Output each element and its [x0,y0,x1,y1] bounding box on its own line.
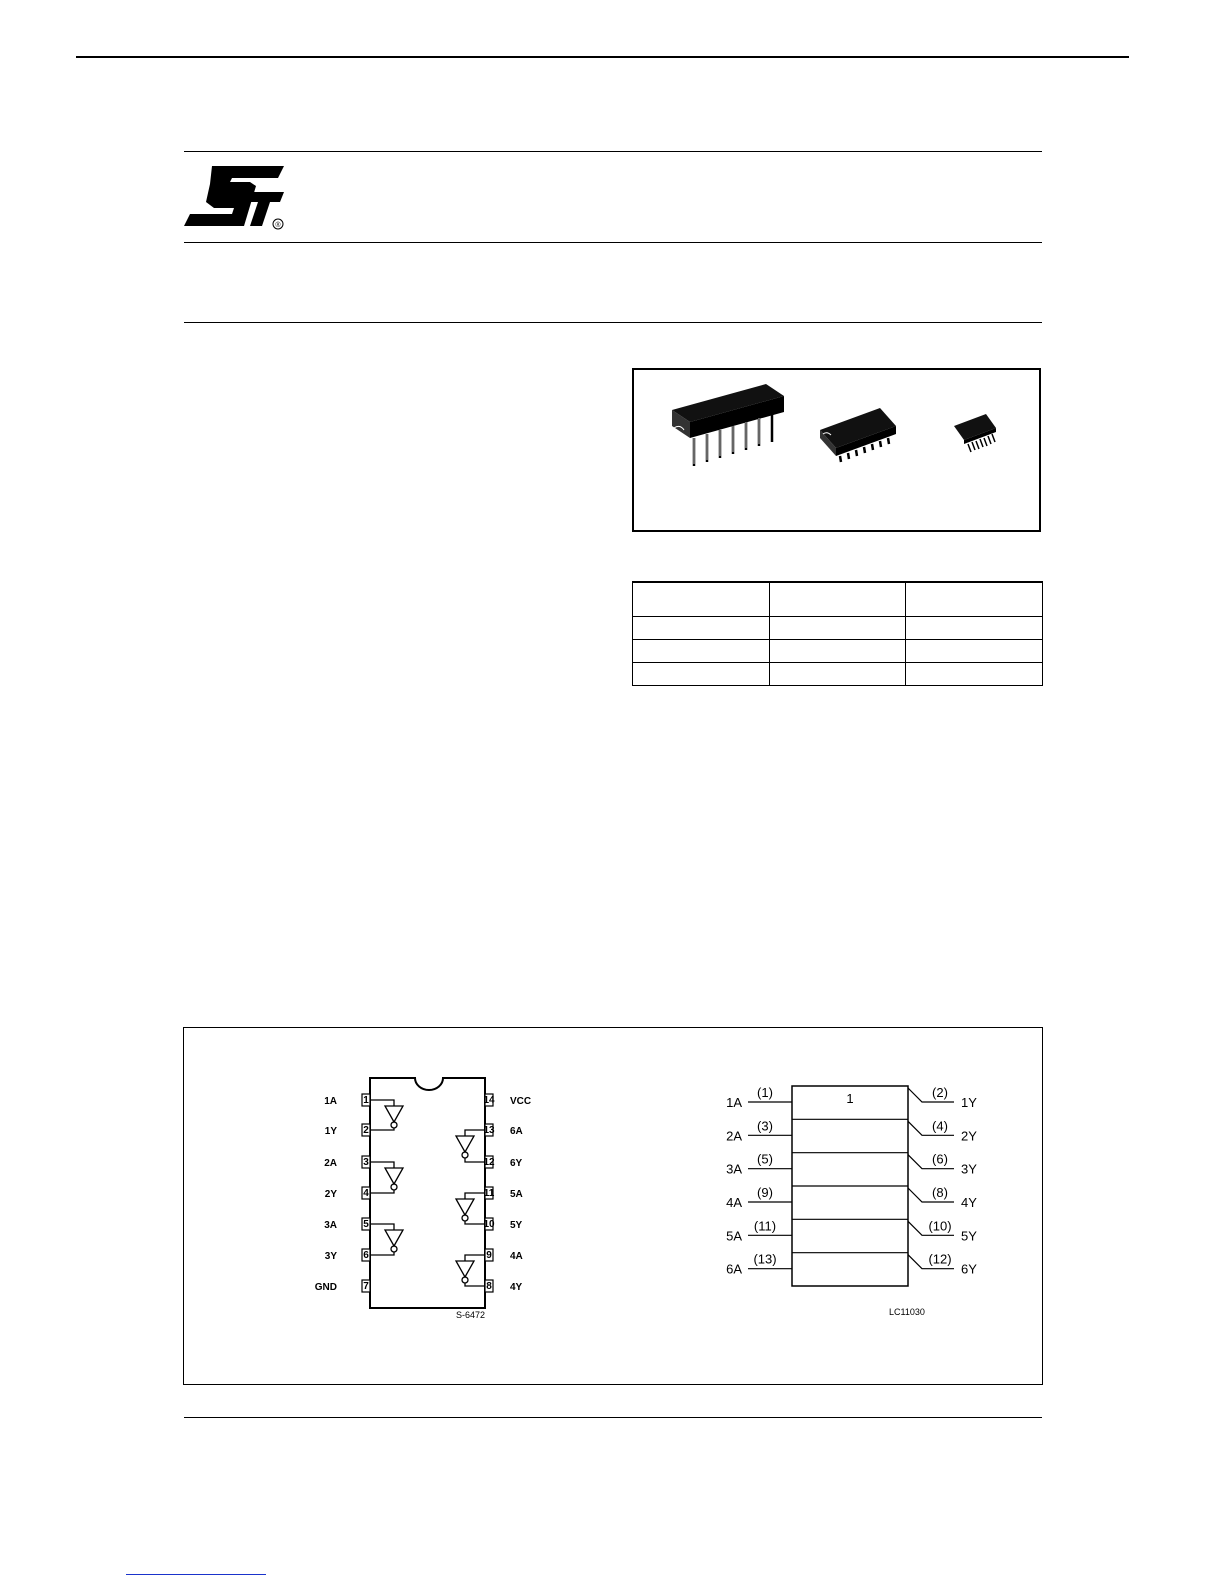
table-cell [769,617,906,640]
table-row [633,617,1043,640]
pin-label: 2Y [324,1189,337,1200]
logic-input-2 [726,1118,792,1143]
left-pin-5 [324,1218,370,1231]
input-pin-number: (3) [757,1118,773,1134]
pin-number: 8 [486,1281,492,1292]
logic-output-1 [908,1085,977,1110]
dip-pinout-diagram [315,1078,531,1320]
pin-label: 3Y [324,1251,337,1262]
input-label: 4A [726,1195,742,1210]
pin-number: 14 [483,1095,495,1106]
table-cell [633,617,770,640]
input-pin-number: (11) [753,1218,777,1234]
table-header-cell [633,582,770,617]
inverter-gate-left-3 [370,1224,403,1255]
logic-output-5 [908,1218,977,1243]
pin-label: 3A [324,1220,337,1231]
logic-output-6 [908,1252,977,1277]
input-pin-number: (1) [757,1085,773,1100]
pin-label: 1Y [324,1126,337,1137]
table-cell [906,640,1043,663]
pin-label: 6A [510,1126,523,1137]
right-pin-1 [483,1094,531,1107]
inverter-gate-left-2 [370,1162,403,1193]
table-cell [906,663,1043,686]
header-rule-top [184,151,1042,152]
pin-label: 4A [510,1251,523,1262]
right-pin-5 [483,1218,522,1231]
input-label: 5A [726,1228,742,1244]
pin-label: 5Y [510,1220,523,1231]
inverter-gate-right-2 [456,1193,485,1224]
left-pin-4 [325,1187,370,1200]
logic-output-2 [908,1118,977,1143]
pin-label: VCC [510,1096,532,1107]
footer-link[interactable] [126,1574,266,1575]
inverter-gate-left-1 [370,1100,403,1130]
st-logo [184,164,294,234]
output-label: 4Y [961,1195,977,1210]
registered-mark: ® [275,222,281,229]
output-label: 1Y [961,1095,977,1110]
output-pin-number: (10) [928,1218,952,1234]
right-pin-6 [485,1249,523,1262]
logic-block-label: 1 [846,1091,854,1106]
pin-number: 7 [363,1281,369,1292]
logic-symbol-diagram [726,1085,977,1317]
table-cell [906,617,1043,640]
table-cell [633,663,770,686]
input-label: 6A [726,1261,742,1277]
inverter-gate-right-1 [456,1130,485,1162]
table-header-row [633,582,1043,617]
output-label: 3Y [961,1161,977,1177]
pin-number: 6 [363,1250,369,1261]
logic-output-4 [908,1185,977,1210]
header-rule-bottom [184,322,1042,323]
logic-symbol-reference: LC11030 [889,1307,925,1317]
right-pin-4 [484,1187,523,1200]
output-pin-number: (6) [932,1151,948,1167]
table-header-cell [769,582,906,617]
input-pin-number: (9) [757,1185,773,1200]
connection-diagram-box [183,1027,1043,1385]
table-cell [633,640,770,663]
footer-rule [184,1417,1042,1418]
tssop-package-image [954,414,996,452]
output-pin-number: (8) [932,1185,948,1200]
output-label: 6Y [961,1261,977,1277]
package-images-box [632,368,1041,532]
right-pin-2 [483,1124,522,1137]
pin-number: 5 [363,1219,369,1230]
output-pin-number: (2) [932,1085,948,1100]
order-codes-table [632,581,1043,686]
pin-label: 1A [324,1096,337,1107]
table-row [633,640,1043,663]
output-label: 5Y [961,1228,977,1244]
top-rule [76,56,1129,58]
logic-input-3 [726,1152,792,1177]
logic-input-5 [726,1218,792,1243]
right-pin-7 [485,1280,523,1293]
table-header-cell [906,582,1043,617]
inverter-gate-right-3 [456,1255,485,1286]
pin-number: 3 [363,1157,369,1168]
so-package-image [820,408,896,462]
left-pin-6 [325,1249,370,1262]
input-label: 3A [726,1161,742,1177]
output-label: 2Y [961,1128,977,1144]
logic-input-1 [726,1085,792,1110]
logic-input-6 [726,1252,792,1277]
left-pin-3 [324,1156,370,1169]
pin-number: 10 [483,1219,495,1230]
table-row [633,663,1043,686]
dip-package-image [672,384,784,466]
pin-label: 5A [510,1189,523,1200]
pin-label: 4Y [510,1282,523,1293]
header-rule-middle [184,242,1042,243]
pin-number: 12 [483,1157,495,1168]
pin-label: GND [314,1282,337,1293]
input-pin-number: (5) [757,1151,773,1167]
pin-label: 6Y [510,1158,523,1169]
pinout-reference: S-6472 [456,1310,486,1320]
left-pin-1 [324,1094,370,1107]
input-label: 1A [726,1095,742,1110]
logic-output-3 [908,1152,977,1177]
input-label: 2A [726,1128,742,1144]
left-pin-2 [325,1124,370,1137]
pin-number: 4 [363,1188,369,1199]
pin-number: 11 [483,1188,495,1199]
right-pin-3 [483,1156,522,1169]
table-cell [769,640,906,663]
input-pin-number: (13) [753,1251,777,1267]
table-cell [769,663,906,686]
logic-input-4 [726,1185,792,1210]
output-pin-number: (4) [932,1118,948,1134]
pin-number: 9 [486,1250,492,1261]
left-pin-7 [315,1280,370,1293]
pin-number: 13 [483,1125,495,1136]
output-pin-number: (12) [928,1251,952,1267]
pin-number: 2 [363,1125,369,1136]
pin-label: 2A [324,1158,337,1169]
pin-number: 1 [363,1095,369,1106]
